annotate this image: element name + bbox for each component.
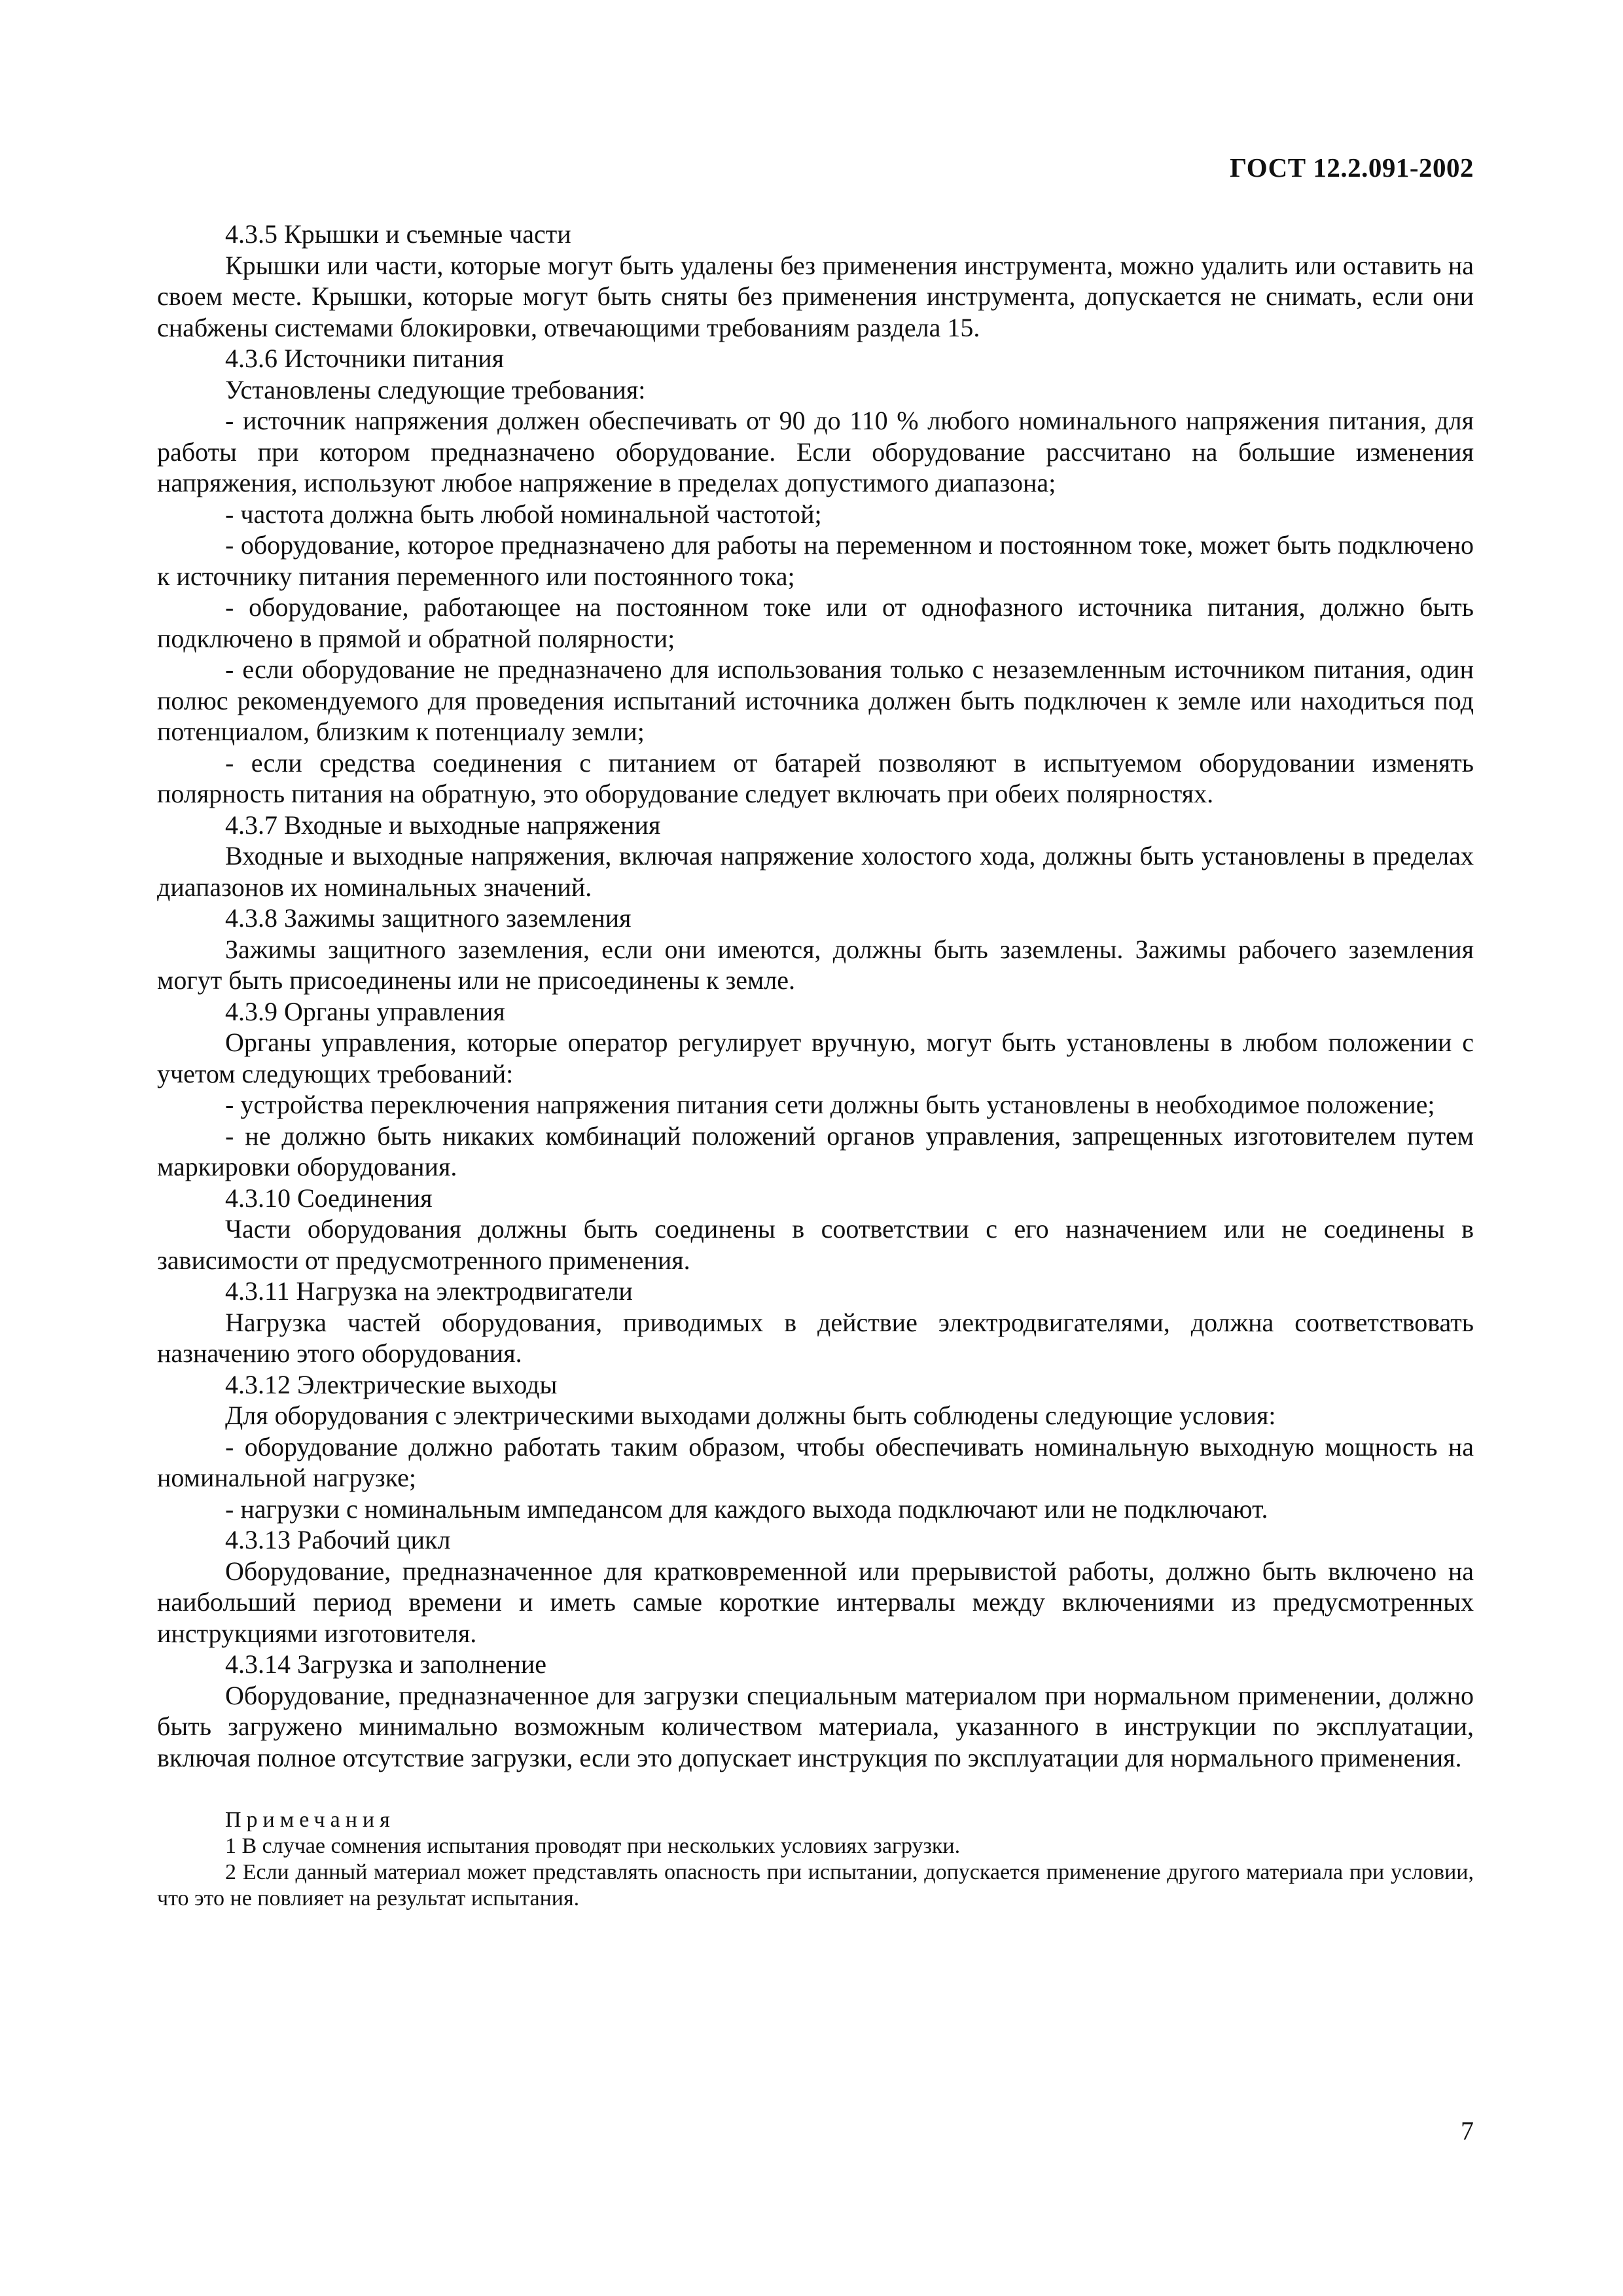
section-heading-4-3-13: 4.3.13 Рабочий цикл bbox=[225, 1525, 451, 1554]
list-item: - если оборудование не предназначено для использования только с незаземленным источником питания, один полюс рекомендуемого для проведения испытаний источника должен быть подключен к земле или находиться под потенциалом, близким к потенциалу земли; bbox=[157, 655, 1474, 746]
note-item: 1 В случае сомнения испытания проводят при нескольких условиях загрузки. bbox=[225, 1834, 961, 1858]
list-item: - если средства соединения с питанием от батарей позволяют в испытуемом оборудовании изменять полярность питания на обратную, это оборудование следует включать при обеих полярностях. bbox=[157, 747, 1474, 808]
body-paragraph: Установлены следующие требования: bbox=[225, 374, 646, 404]
section-heading-4-3-5: 4.3.5 Крышки и съемные части bbox=[225, 219, 571, 249]
list-item: - не должно быть никаких комбинаций положений органов управления, запрещенных изготовителем путем маркировки оборудования. bbox=[157, 1121, 1474, 1181]
body-paragraph: Крышки или части, которые могут быть удалены без применения инструмента, можно удалить или оставить на своем месте. Крышки, которые могут быть сняты без применения инструмента, допускается не снимать, если они снабжены системами блокировки, отвечающими требованиям раздела 15. bbox=[157, 250, 1474, 342]
section-heading-4-3-7: 4.3.7 Входные и выходные напряжения bbox=[225, 810, 661, 840]
document-header: ГОСТ 12.2.091-2002 bbox=[1230, 152, 1474, 183]
body-paragraph: Части оборудования должны быть соединены в соответствии с его назначением или не соединены в зависимости от предусмотренного применения. bbox=[157, 1214, 1474, 1275]
notes-title: Примечания bbox=[225, 1808, 395, 1832]
section-heading-4-3-11: 4.3.11 Нагрузка на электродвигатели bbox=[225, 1276, 633, 1306]
list-item: - оборудование, работающее на постоянном токе или от однофазного источника питания, должно быть подключено в прямой и обратной полярности; bbox=[157, 592, 1474, 653]
body-paragraph: Органы управления, которые оператор регулирует вручную, могут быть установлены в любом положении с учетом следующих требований: bbox=[157, 1028, 1474, 1088]
document-body bbox=[157, 219, 1474, 1912]
list-item: - частота должна быть любой номинальной частотой; bbox=[225, 499, 822, 529]
note-item: 2 Если данный материал может представлять опасность при испытании, допускается применение другого материала при условии, что это не повлияет на результат испытания. bbox=[157, 1860, 1474, 1910]
list-item: - устройства переключения напряжения питания сети должны быть установлены в необходимое положение; bbox=[225, 1090, 1435, 1119]
body-paragraph: Входные и выходные напряжения, включая напряжение холостого хода, должны быть установлены в пределах диапазонов их номинальных значений. bbox=[157, 841, 1474, 902]
section-heading-4-3-14: 4.3.14 Загрузка и заполнение bbox=[225, 1649, 547, 1679]
body-paragraph: Нагрузка частей оборудования, приводимых в действие электродвигателями, должна соответствовать назначению этого оборудования. bbox=[157, 1307, 1474, 1368]
list-item: - оборудование, которое предназначено для работы на переменном и постоянном токе, может быть подключено к источнику питания переменного или постоянного тока; bbox=[157, 530, 1474, 591]
body-paragraph: Оборудование, предназначенное для кратковременной или прерывистой работы, должно быть включено на наибольший период времени и иметь самые короткие интервалы между включениями из предусмотренных инструкциями изготовителя. bbox=[157, 1556, 1474, 1648]
page-number: 7 bbox=[1461, 2116, 1474, 2145]
body-paragraph: Зажимы защитного заземления, если они имеются, должны быть заземлены. Зажимы рабочего заземления могут быть присоединены или не присоединены к земле. bbox=[157, 934, 1474, 995]
list-item: - нагрузки с номинальным импедансом для каждого выхода подключают или не подключают. bbox=[225, 1494, 1268, 1524]
section-heading-4-3-6: 4.3.6 Источники питания bbox=[225, 344, 505, 373]
body-paragraph: Для оборудования с электрическими выходами должны быть соблюдены следующие условия: bbox=[225, 1401, 1276, 1430]
list-item: - источник напряжения должен обеспечивать от 90 до 110 % любого номинального напряжения питания, для работы при котором предназначено оборудование. Если оборудование рассчитано на большие изменения напряжения, используют любое напряжение в пределах допустимого диапазона; bbox=[157, 406, 1474, 497]
body-paragraph: Оборудование, предназначенное для загрузки специальным материалом при нормальном применении, должно быть загружено минимально возможным количеством материала, указанного в инструкции по эксплуатации, включая полное отсутствие загрузки, если это допускает инструкция по эксплуатации для нормального применения. bbox=[157, 1680, 1474, 1772]
section-heading-4-3-12: 4.3.12 Электрические выходы bbox=[225, 1369, 558, 1399]
section-heading-4-3-9: 4.3.9 Органы управления bbox=[225, 996, 505, 1026]
section-heading-4-3-10: 4.3.10 Соединения bbox=[225, 1183, 433, 1213]
notes-section bbox=[157, 1807, 1474, 1912]
section-heading-4-3-8: 4.3.8 Зажимы защитного заземления bbox=[225, 903, 632, 933]
list-item: - оборудование должно работать таким образом, чтобы обеспечивать номинальную выходную мощность на номинальной нагрузке; bbox=[157, 1431, 1474, 1492]
